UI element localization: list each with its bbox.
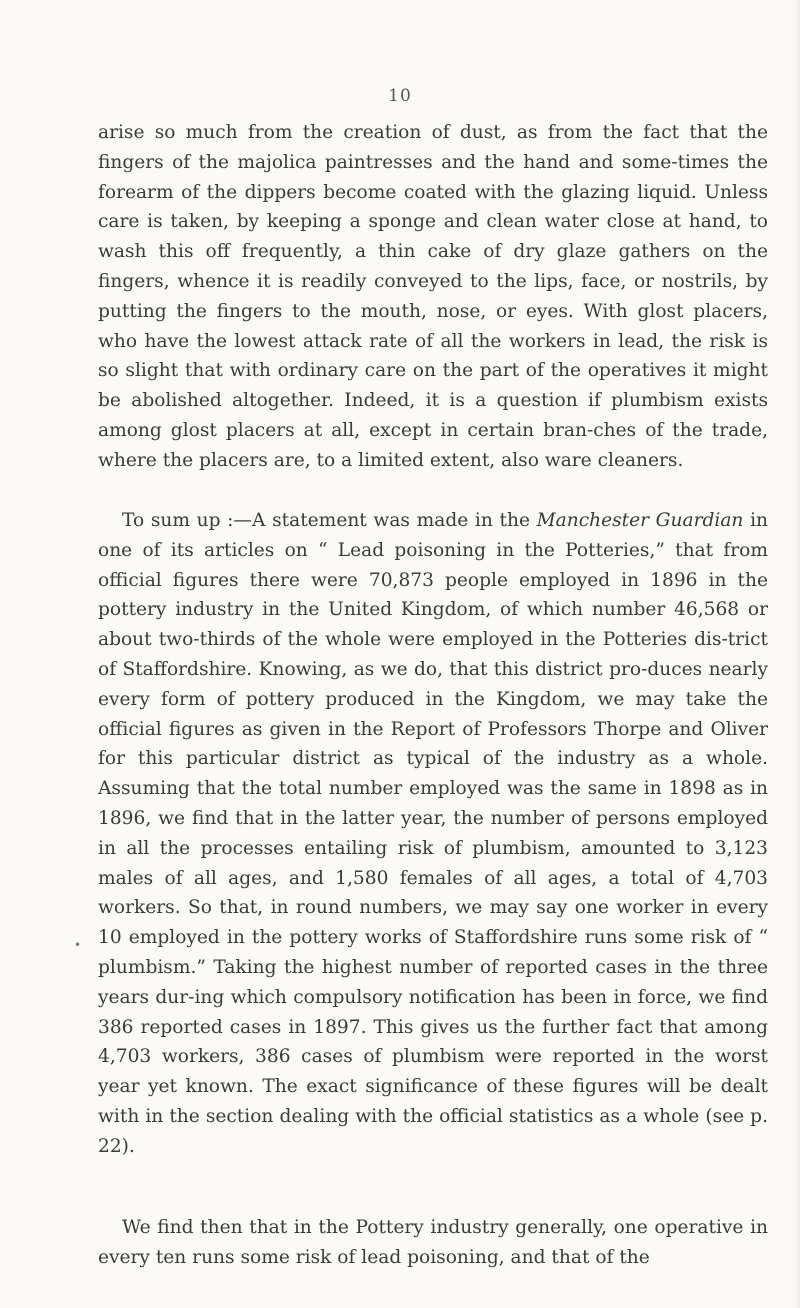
page-edge-shadow bbox=[794, 0, 800, 1308]
newspaper-title: Manchester Guardian bbox=[536, 510, 744, 531]
paragraph-1 bbox=[98, 118, 768, 476]
paragraph-2-start: To sum up :—A statement was made in the bbox=[122, 510, 537, 531]
page-number: 10 bbox=[388, 86, 412, 106]
paragraph-2 bbox=[98, 506, 768, 1162]
paragraph-2-text bbox=[98, 506, 768, 1162]
paragraph-3 bbox=[98, 1213, 768, 1273]
paragraph-2-rest: in one of its articles on “ Lead poisoning in the Potteries,” that from official figures there were 70,873 people employed in 1896 in the pottery industry in the United Kingdom, of which number 46,568 or about two-thirds of the whole were employed in the Potteries dis-trict of Staffordshire. Knowing, as we do, that this district pro-duces nearly every form of pottery produced in the Kingdom, we may take the official figures as given in the Report of Professors Thorpe and Oliver for this particular district as typical of the industry as a whole. Assuming that the total number employed was the same in 1898 as in 1896, we find that in the latter year, the number of persons employed in all the processes entailing risk of plumbism, amounted to 3,123 males of all ages, and 1,580 females of all ages, a total of 4,703 workers. So that, in round numbers, we may say one worker in every 10 employed in the pottery works of Staffordshire runs some risk of “ plumbism.” Taking the highest number of reported cases in the three years dur-ing which compulsory notification has been in force, we find 386 reported cases in 1897. This gives us the further fact that among 4,703 workers, 386 cases of plumbism were reported in the worst year yet known. The exact significance of these figures will be dealt with in the section dealing with the official statistics as a whole (see p. 22). bbox=[98, 510, 768, 1157]
paragraph-1-text: arise so much from the creation of dust, as from the fact that the fingers of the majolica paintresses and the hand and some-times the forearm of the dippers become coated with the glazing liquid. Unless care is taken, by keeping a sponge and clean water close at hand, to wash this off frequently, a thin cake of dry glaze gathers on the fingers, whence it is readily conveyed to the lips, face, or nostrils, by putting the fingers to the mouth, nose, or eyes. With glost placers, who have the lowest attack rate of all the workers in lead, the risk is so slight that with ordinary care on the part of the operatives it might be abolished altogether. Indeed, it is a question if plumbism exists among glost placers at all, except in certain bran-ches of the trade, where the placers are, to a limited extent, also ware cleaners. bbox=[98, 122, 768, 471]
paragraph-3-text: We find then that in the Pottery industry generally, one operative in every ten runs some risk of lead poisoning, and that of the bbox=[98, 1217, 768, 1268]
margin-mark-icon: • bbox=[74, 938, 82, 952]
